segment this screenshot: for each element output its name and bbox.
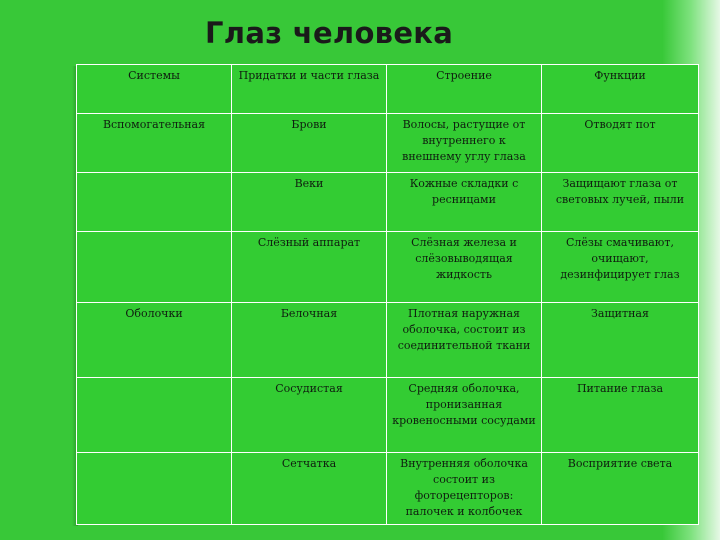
table-row (77, 232, 699, 303)
table-header-row (77, 65, 699, 114)
cell-system (77, 173, 232, 232)
header-structure: Строение (387, 65, 542, 114)
page-title: Глаз человека (205, 16, 454, 50)
cell-system (77, 378, 232, 453)
cell-part: Белочная (232, 303, 387, 378)
cell-function: Защищают глаза от световых лучей, пыли (542, 173, 699, 232)
cell-function: Питание глаза (542, 378, 699, 453)
cell-part: Сосудистая (232, 378, 387, 453)
cell-structure: Кожные складки с ресницами (387, 173, 542, 232)
table-row (77, 173, 699, 232)
table-row (77, 303, 699, 378)
cell-system (77, 453, 232, 525)
cell-structure: Слёзная железа и слёзовыводящая жидкость (387, 232, 542, 303)
table-row (77, 114, 699, 173)
cell-system: Оболочки (77, 303, 232, 378)
cell-part: Брови (232, 114, 387, 173)
cell-part: Слёзный аппарат (232, 232, 387, 303)
header-systems: Системы (77, 65, 232, 114)
header-functions: Функции (542, 65, 699, 114)
table-row (77, 378, 699, 453)
cell-structure: Внутренняя оболочка состоит из фоторецепторов: палочек и колбочек (387, 453, 542, 525)
header-parts: Придатки и части глаза (232, 65, 387, 114)
cell-structure: Средняя оболочка, пронизанная кровеносными сосудами (387, 378, 542, 453)
cell-part: Веки (232, 173, 387, 232)
cell-function: Защитная (542, 303, 699, 378)
eye-table (76, 64, 699, 525)
cell-structure: Волосы, растущие от внутреннего к внешнему углу глаза (387, 114, 542, 173)
table-row (77, 453, 699, 525)
cell-part: Сетчатка (232, 453, 387, 525)
cell-structure: Плотная наружная оболочка, состоит из соединительной ткани (387, 303, 542, 378)
cell-function: Отводят пот (542, 114, 699, 173)
cell-function: Восприятие света (542, 453, 699, 525)
cell-system: Вспомогательная (77, 114, 232, 173)
cell-system (77, 232, 232, 303)
cell-function: Слёзы смачивают, очищают, дезинфицирует глаз (542, 232, 699, 303)
